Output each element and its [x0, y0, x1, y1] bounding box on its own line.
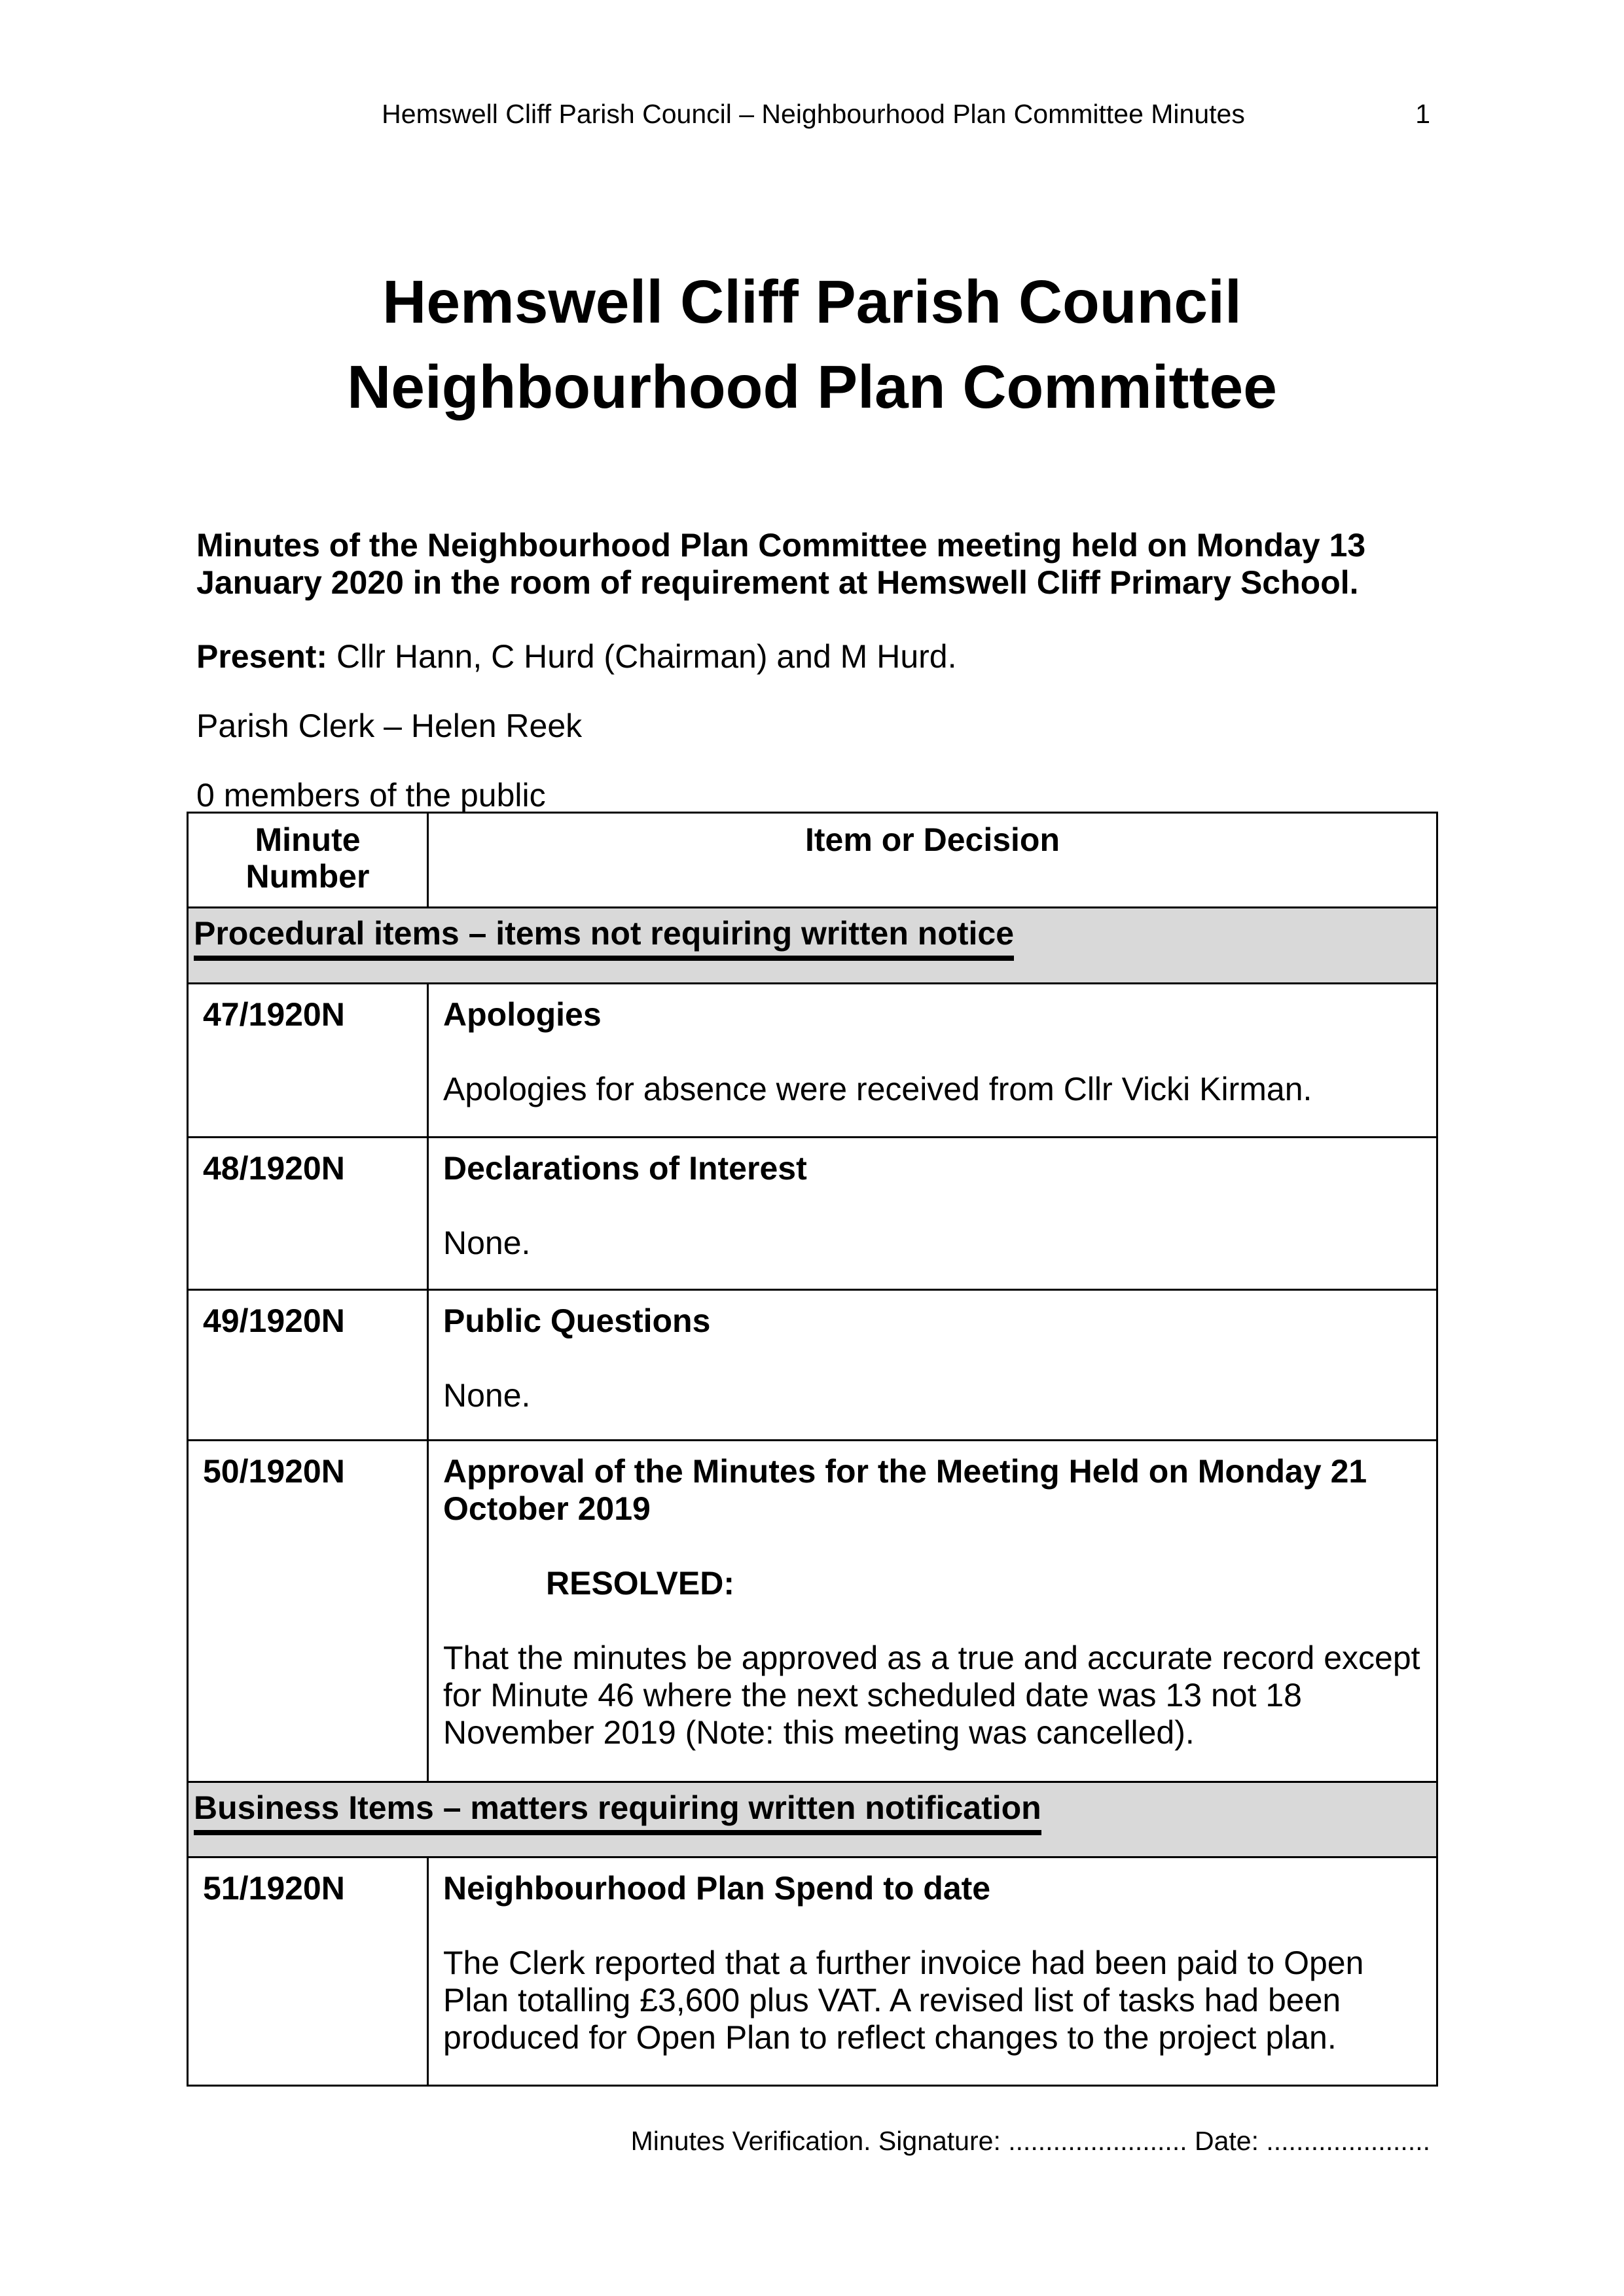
table-row [188, 1441, 1437, 1782]
resolved-label: RESOLVED: [546, 1565, 734, 1602]
verification-footer: Minutes Verification. Signature: ........................ Date: ...................... [630, 2126, 1430, 2156]
minute-number-header: Minute Number [188, 813, 428, 908]
page-number: 1 [1415, 99, 1430, 129]
minute-number: 47/1920N [188, 984, 428, 1138]
minute-number: 51/1920N [188, 1857, 428, 2086]
item-cell [428, 1441, 1437, 1782]
section-heading-procedural: Procedural items – items not requiring written notice [194, 915, 1014, 961]
item-body: The Clerk reported that a further invoice had been paid to Open Plan totalling £3,600 plus VAT. A revised list of tasks had been produced for Open Plan to reflect changes to the project plan. [443, 1945, 1364, 2056]
item-cell [428, 984, 1437, 1138]
section-row-procedural [188, 908, 1437, 984]
item-body: That the minutes be approved as a true and accurate record except for Minute 46 where the next scheduled date was 13 not 18 November 2019 (Note: this meeting was cancelled). [443, 1640, 1420, 1751]
minute-number: 48/1920N [188, 1138, 428, 1290]
item-cell [428, 1290, 1437, 1441]
item-body: None. [443, 1377, 531, 1414]
running-header-title: Hemswell Cliff Parish Council – Neighbourhood Plan Committee Minutes [382, 99, 1245, 129]
minute-number: 50/1920N [188, 1441, 428, 1782]
item-heading: Neighbourhood Plan Spend to date [443, 1870, 991, 1907]
table-row [188, 984, 1437, 1138]
item-or-decision-header: Item or Decision [428, 813, 1437, 908]
table-row [188, 1138, 1437, 1290]
present-label: Present: [196, 638, 328, 675]
table-header-row [188, 813, 1437, 908]
item-body: None. [443, 1225, 531, 1261]
item-heading: Apologies [443, 996, 602, 1033]
present-line [196, 638, 1430, 675]
public-attendance-line: 0 members of the public [196, 777, 546, 814]
document-title-line2: Neighbourhood Plan Committee [347, 353, 1277, 421]
item-heading: Approval of the Minutes for the Meeting Held on Monday 21 October 2019 [443, 1453, 1367, 1527]
item-cell [428, 1857, 1437, 2086]
running-header [196, 98, 1430, 130]
item-body: Apologies for absence were received from Cllr Vicki Kirman. [443, 1071, 1312, 1107]
minutes-table [187, 812, 1438, 2087]
parish-clerk-line: Parish Clerk – Helen Reek [196, 708, 583, 744]
item-heading: Declarations of Interest [443, 1150, 807, 1187]
table-row [188, 1290, 1437, 1441]
section-row-business [188, 1782, 1437, 1857]
section-heading-business: Business Items – matters requiring written notification [194, 1789, 1041, 1835]
document-title-line1: Hemswell Cliff Parish Council [382, 268, 1242, 336]
minute-number: 49/1920N [188, 1290, 428, 1441]
table-row [188, 1857, 1437, 2086]
present-names: Cllr Hann, C Hurd (Chairman) and M Hurd. [327, 638, 957, 675]
intro-paragraph: Minutes of the Neighbourhood Plan Committee meeting held on Monday 13 January 2020 in the room of requirement at Hemswell Cliff Primary School. [196, 527, 1366, 601]
item-cell [428, 1138, 1437, 1290]
document-title [0, 259, 1624, 429]
item-heading: Public Questions [443, 1302, 711, 1339]
